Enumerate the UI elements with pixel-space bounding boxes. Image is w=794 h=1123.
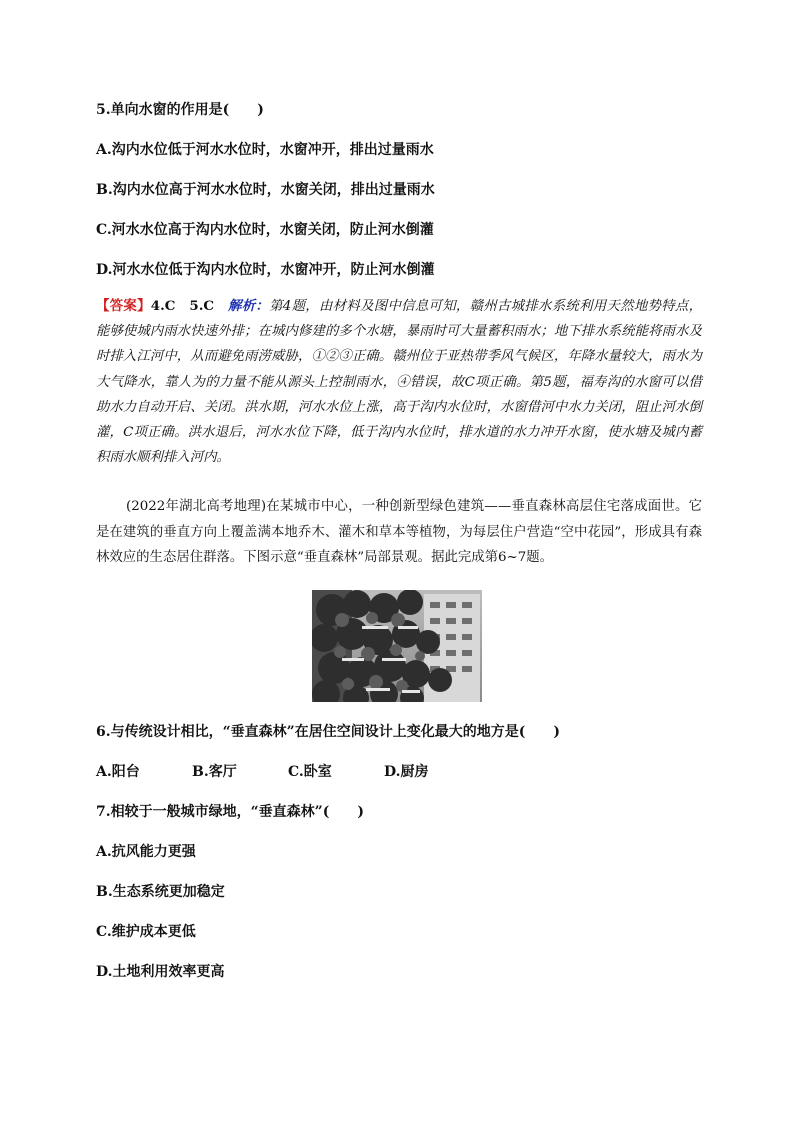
passage-intro: (2022年湖北高考地理)在某城市中心，一种创新型绿色建筑——垂直森林高层住宅落成面世。它是在建筑的垂直方向上覆盖满本地乔木、灌木和草本等植物，为每层住户营造“空中花园”，形成具有森林效应的生态居住群落。下图示意“垂直森林”局部景观。据此完成第6~7题。 bbox=[96, 499, 702, 565]
question-7-option-d: D.土地利用效率更高 bbox=[96, 964, 225, 980]
question-5-option-d: D.河水水位低于沟内水位时，水窗冲开，防止河水倒灌 bbox=[96, 262, 435, 278]
question-6-option-b: B.客厅 bbox=[192, 764, 237, 780]
analysis-text: 第4题，由材料及图中信息可知，赣州古城排水系统利用天然地势特点，能够使城内雨水快速外排；在城内修建的多个水塘，暴雨时可大量蓄积雨水；地下排水系统能将雨水及时排入江河中，从而避免雨涝威胁，①②③正确。赣州位于亚热带季风气候区，年降水量较大，雨水为大气降水，靠人为的力量不能从源头上控制雨水，④错误，故C项正确。第5题，福寿沟的水窗可以借助水力自动开启、关闭。洪水期，河水水位上涨，高于沟内水位时，水窗借河中水力关闭，阻止河水倒灌，C项正确。洪水退后，河水水位下降，低于沟内水位时，排水道的水力冲开水窗，使水塘及城内蓄积雨水顺利排入河内。 bbox=[96, 299, 703, 466]
question-6-stem: 6.与传统设计相比，“垂直森林”在居住空间设计上变化最大的地方是( ) bbox=[96, 724, 560, 740]
question-6-option-a: A.阳台 bbox=[96, 764, 140, 780]
vertical-forest-photo bbox=[312, 590, 482, 702]
question-5-option-a: A.沟内水位低于河水水位时，水窗冲开，排出过量雨水 bbox=[96, 142, 434, 158]
question-6-option-c: C.卧室 bbox=[288, 764, 332, 780]
question-6-options bbox=[96, 762, 429, 782]
answer-analysis bbox=[96, 294, 702, 470]
question-7-option-c: C.维护成本更低 bbox=[96, 924, 196, 940]
question-7-option-a: A.抗风能力更强 bbox=[96, 844, 196, 860]
answer-numbers: 4.C 5.C bbox=[150, 298, 229, 314]
question-7-stem: 7.相较于一般城市绿地，“垂直森林”( ) bbox=[96, 804, 364, 820]
question-5-stem: 5.单向水窗的作用是( ) bbox=[96, 102, 264, 118]
answer-tag: 【答案】 bbox=[96, 298, 151, 314]
question-5-option-b: B.沟内水位高于河水水位时，水窗关闭，排出过量雨水 bbox=[96, 182, 435, 198]
question-5-option-c: C.河水水位高于沟内水位时，水窗关闭，防止河水倒灌 bbox=[96, 222, 434, 238]
analysis-label: 解析： bbox=[228, 298, 270, 314]
question-7-option-b: B.生态系统更加稳定 bbox=[96, 884, 225, 900]
question-6-option-d: D.厨房 bbox=[384, 764, 429, 780]
